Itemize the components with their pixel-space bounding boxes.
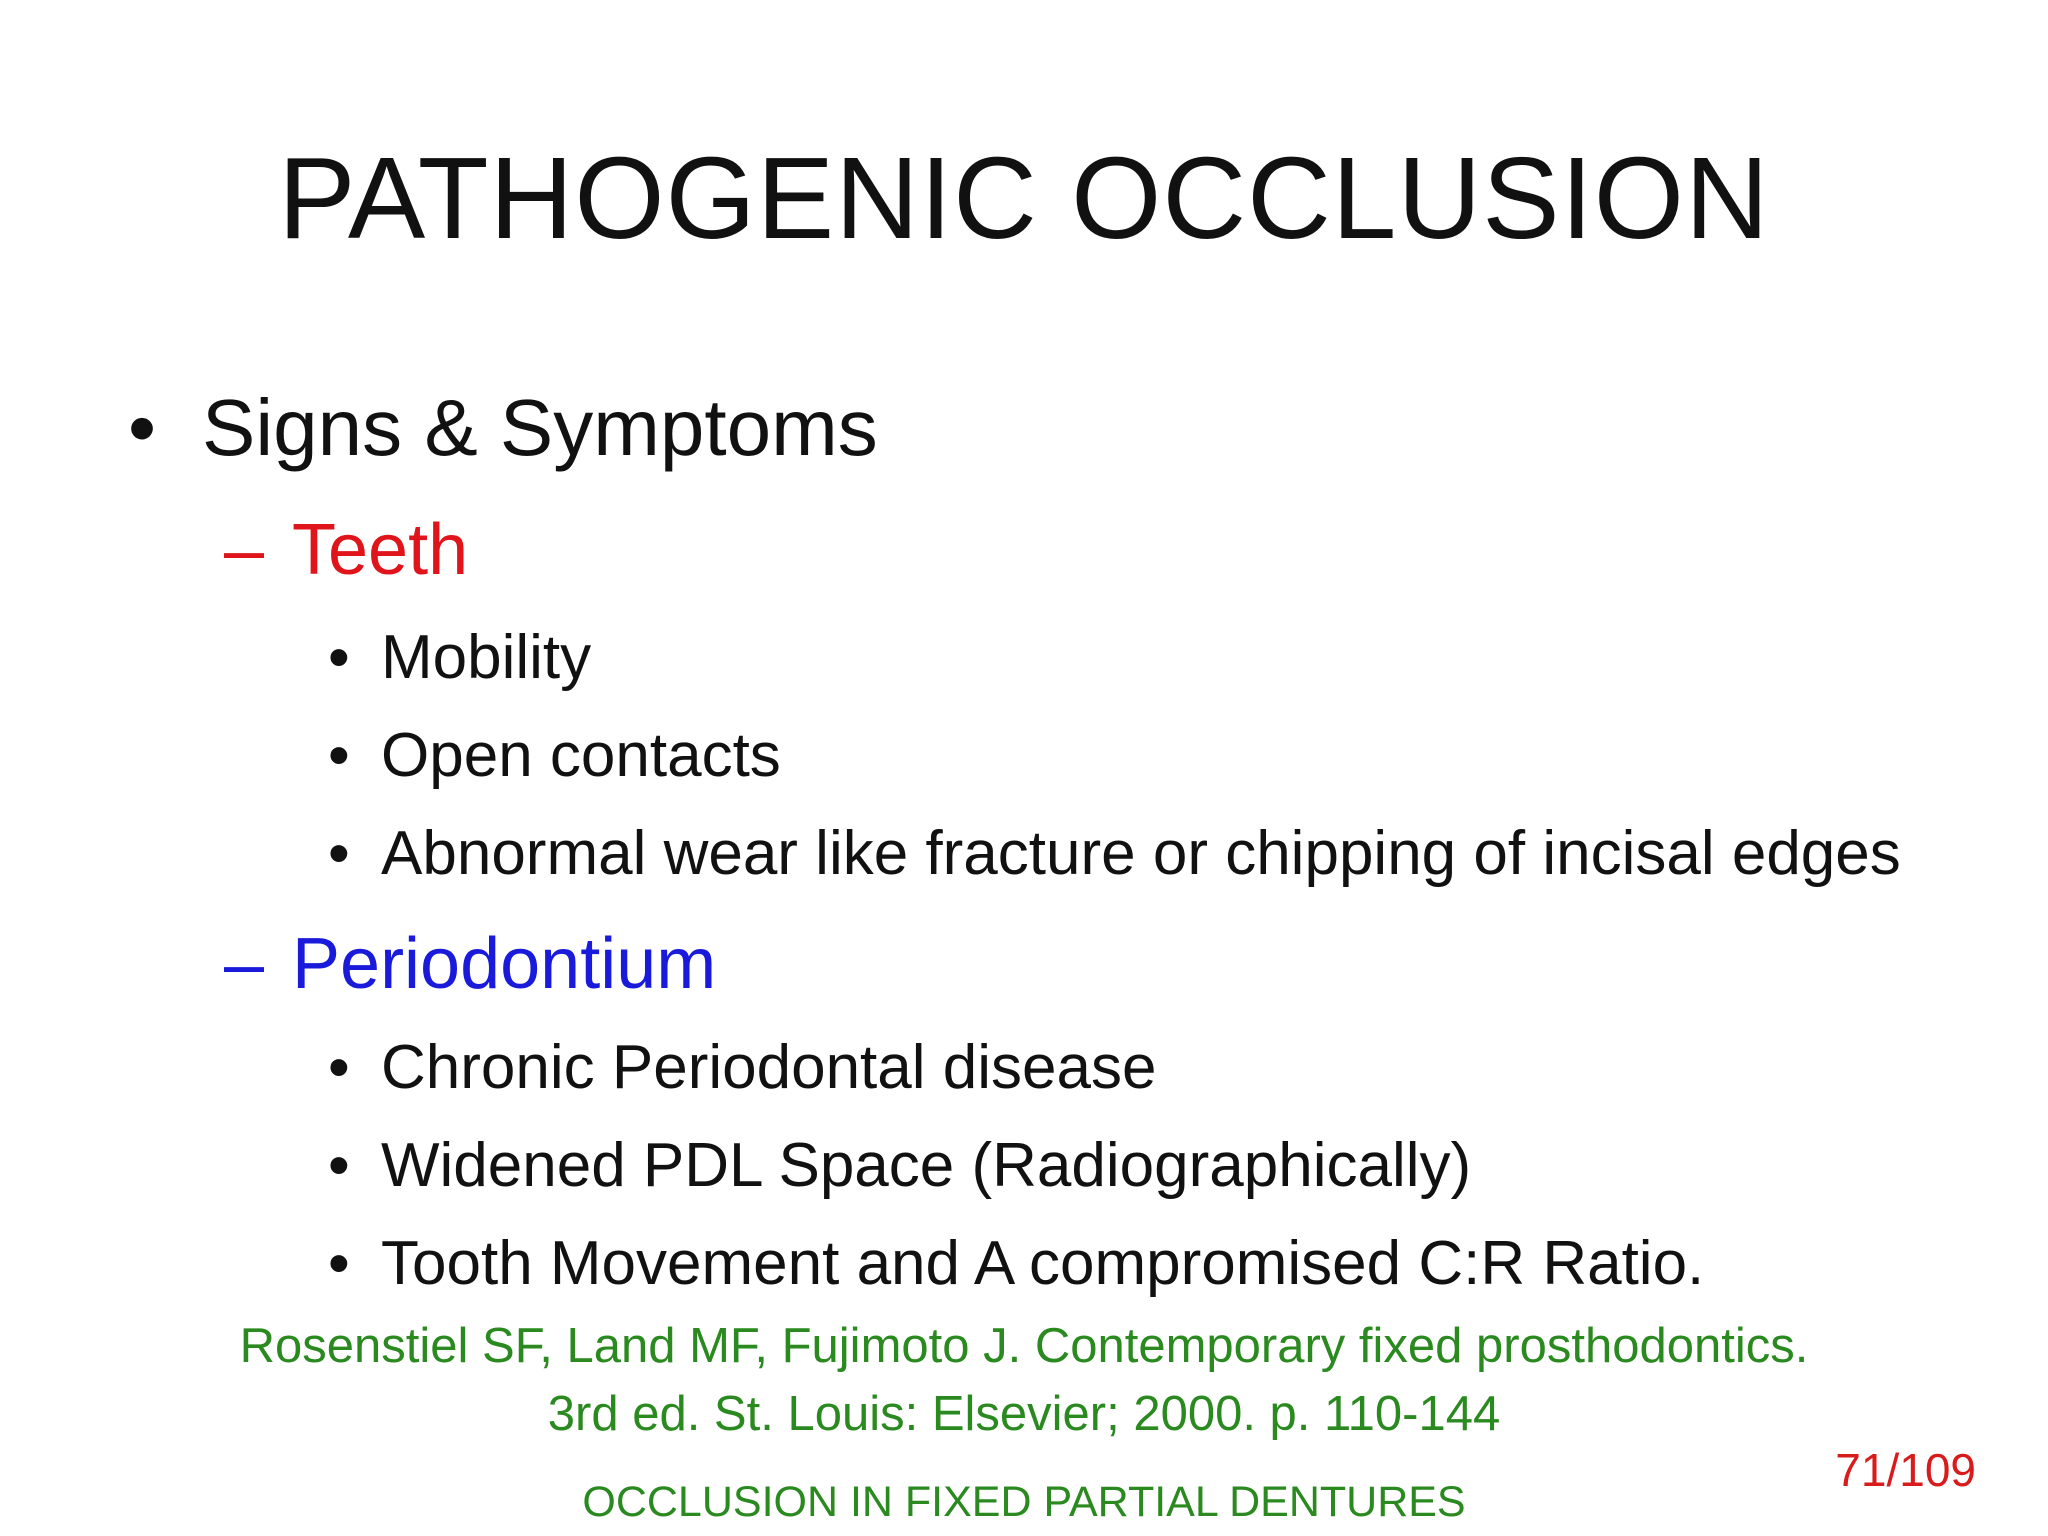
- page-number: 71/109: [1835, 1444, 1976, 1496]
- section-heading-teeth: [224, 506, 468, 594]
- dash-icon: –: [224, 924, 265, 1004]
- bullet-icon: •: [328, 1033, 350, 1102]
- bullet-icon: •: [128, 383, 157, 472]
- list-item-text: Tooth Movement and A compromised C:R Ratio.: [381, 1229, 1705, 1298]
- list-item: [328, 1030, 1156, 1106]
- section-heading-periodontium: [224, 920, 716, 1008]
- reference-line-1: Rosenstiel SF, Land MF, Fujimoto J. Contemporary fixed prosthodontics.: [239, 1319, 1809, 1373]
- list-item-text: Open contacts: [381, 721, 781, 790]
- list-item: [328, 718, 781, 794]
- list-item-text: Mobility: [381, 623, 592, 692]
- section-heading-text: Teeth: [292, 510, 469, 590]
- bullet-icon: •: [328, 819, 350, 888]
- list-item: [328, 1226, 1704, 1302]
- bullet-text: Signs & Symptoms: [202, 383, 878, 472]
- list-item: [328, 620, 591, 696]
- list-item-text: Abnormal wear like fracture or chipping of incisal edges: [381, 819, 1901, 888]
- reference-citation: [0, 1312, 2048, 1448]
- bullet-icon: •: [328, 1229, 350, 1298]
- slide-title: PATHOGENIC OCCLUSION: [278, 133, 1770, 263]
- dash-icon: –: [224, 510, 265, 590]
- list-item-text: Widened PDL Space (Radiographically): [381, 1131, 1472, 1200]
- bullet-signs-symptoms: [128, 380, 878, 476]
- bullet-icon: •: [328, 721, 350, 790]
- slide-footer: OCCLUSION IN FIXED PARTIAL DENTURES: [582, 1478, 1466, 1526]
- list-item: [328, 1128, 1471, 1204]
- section-heading-text: Periodontium: [292, 924, 717, 1004]
- reference-line-2: 3rd ed. St. Louis: Elsevier; 2000. p. 110-144: [547, 1387, 1501, 1441]
- bullet-icon: •: [328, 623, 350, 692]
- list-item-text: Chronic Periodontal disease: [381, 1033, 1157, 1102]
- bullet-icon: •: [328, 1131, 350, 1200]
- list-item: [328, 816, 1901, 892]
